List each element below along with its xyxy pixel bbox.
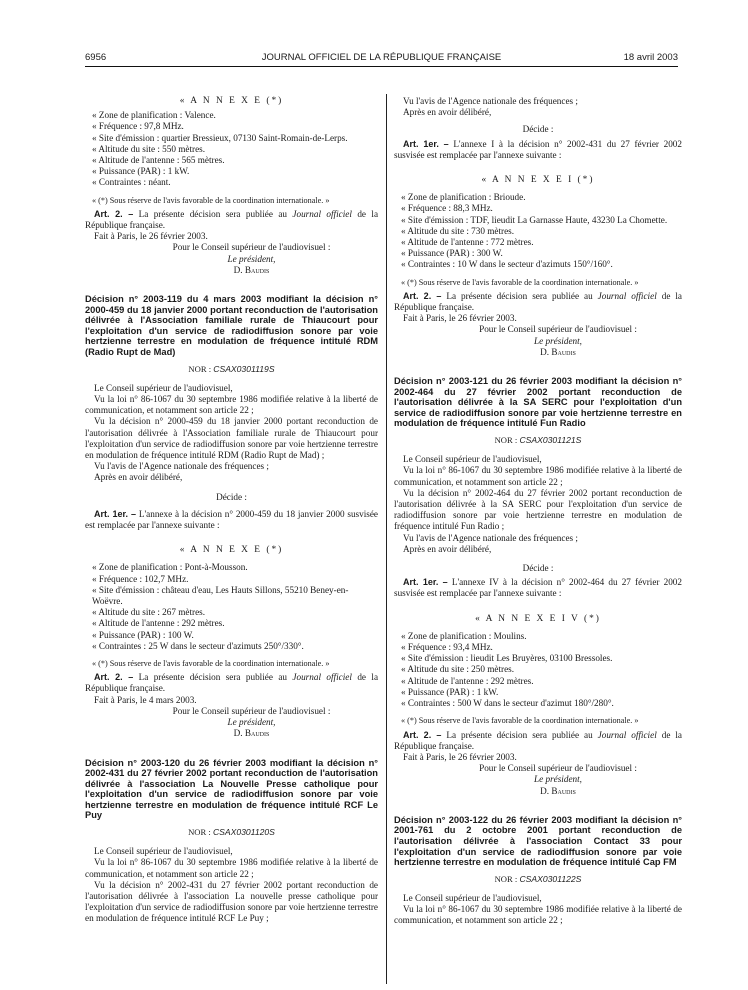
annex-item: « Puissance (PAR) : 1 kW.: [92, 166, 190, 177]
annex-note: « (*) Sous réserve de l'avis favorable de la coordination internationale. »: [401, 277, 639, 287]
nor-reference: NOR : CSAX0301119S: [188, 363, 275, 374]
annex-item: « Contraintes : 500 W dans le secteur d'azimut 180°/280°.: [401, 698, 614, 709]
decision-paragraph: Vu l'avis de l'Agence nationale des fréquences ;: [403, 532, 578, 543]
article-1: Art. 1er. – L'annexe à la décision n° 2000-459 du 18 janvier 2000 susvisée est remplacée par l'annexe suivante :: [85, 508, 378, 531]
annex-note: « (*) Sous réserve de l'avis favorable de la coordination internationale. »: [92, 659, 330, 669]
decision-paragraph: Vu la décision n° 2002-464 du 27 février 2002 portant reconduction de l'autorisation délivrée à la SA SERC pour l'exploitation d'un service de radiodiffusion sonore par voie hertzienne terrestre en modulation de fréquence intitulé Fun Radio ;: [394, 487, 682, 532]
annex-item: « Puissance (PAR) : 100 W.: [92, 629, 194, 640]
signature: D. Baudis: [540, 785, 576, 796]
annex-title: « A N N E X E I (*): [481, 175, 595, 186]
signature: D. Baudis: [233, 728, 270, 739]
decision-title: Décision n° 2003-121 du 26 février 2003 modifiant la décision n° 2002-464 du 27 février 2002 portant reconduction de l'autorisation délivrée à la SA SERC pour l'exploitation d'un service de radiodiffusion sonore par voie hertzienne terrestre en modulation de fréquence intitulé Fun Radio: [394, 376, 682, 429]
decision-title: Décision n° 2003-120 du 26 février 2003 modifiant la décision n° 2002-431 du 27 février 2002 portant reconduction de l'autorisation délivrée à l'association La Nouvelle Presse catholique pour l'exploitation d'un service de radiodiffusion sonore par voie hertzienne terrestre en modulation de fréquence intitulé RCF Le Puy: [85, 757, 378, 821]
annex-note: « (*) Sous réserve de l'avis favorable de la coordination internationale. »: [401, 716, 639, 726]
pour-le-conseil: Pour le Conseil supérieur de l'audiovisuel :: [172, 242, 331, 253]
annex-item: « Fréquence : 88,3 MHz.: [401, 203, 493, 214]
annex-item: « Contraintes : 25 W dans le secteur d'azimuts 250°/330°.: [92, 640, 304, 651]
fait-a-paris: Fait à Paris, le 26 février 2003.: [403, 313, 517, 324]
column-divider: [386, 94, 387, 984]
journal-title: JOURNAL OFFICIEL DE LA RÉPUBLIQUE FRANÇAISE: [261, 52, 502, 63]
annex-item: « Fréquence : 102,7 MHz.: [92, 573, 189, 584]
pour-le-conseil: Pour le Conseil supérieur de l'audiovisuel :: [479, 763, 637, 774]
annex-item: « Zone de planification : Pont-à-Mousson.: [92, 562, 248, 573]
nor-reference: NOR : CSAX0301121S: [494, 435, 582, 446]
fait-a-paris: Fait à Paris, le 26 février 2003.: [94, 231, 208, 242]
article-1: Art. 1er. – L'annexe I à la décision n° 2002-431 du 27 février 2002 susvisée est remplacée par l'annexe suivante :: [394, 138, 682, 160]
decision-paragraph: Vu la décision n° 2002-431 du 27 février 2002 portant reconduction de l'autorisation délivrée à l'association La nouvelle presse catholique pour l'exploitation d'un service de radiodiffusion sonore par voie hertzienne terrestre en modulation de fréquence intitulé RCF Le Puy ;: [85, 879, 378, 924]
annex-note: « (*) Sous réserve de l'avis favorable de la coordination internationale. »: [92, 195, 330, 205]
annex-item: « Site d'émission : quartier Bressieux, 07130 Saint-Romain-de-Lerps.: [92, 132, 348, 143]
president-label: Le président,: [534, 774, 582, 785]
decision-paragraph: Le Conseil supérieur de l'audiovisuel,: [403, 892, 542, 903]
decision-title: Décision n° 2003-119 du 4 mars 2003 modifiant la décision n° 2000-459 du 18 janvier 2000 portant reconduction de l'autorisation délivrée à l'Association familiale rurale de Thiaucourt pour l'exploitation d'un service de radiodiffusion sonore par voie hertzienne terrestre en modulation de fréquence intitulé RDM (Radio Rupt de Mad): [85, 294, 378, 358]
annex-item: « Contraintes : néant.: [92, 177, 171, 188]
annex-item: « Altitude de l'antenne : 292 mètres.: [92, 618, 225, 629]
decide-label: Décide :: [522, 563, 554, 574]
annex-item: « Altitude du site : 250 mètres.: [401, 664, 515, 675]
decision-paragraph: Vu l'avis de l'Agence nationale des fréquences ;: [94, 461, 269, 472]
annex-item: « Altitude de l'antenne : 565 mètres.: [92, 155, 225, 166]
pour-le-conseil: Pour le Conseil supérieur de l'audiovisuel :: [479, 324, 637, 335]
annex-item: « Altitude de l'antenne : 772 mètres.: [401, 237, 534, 248]
annex-item: « Puissance (PAR) : 300 W.: [401, 248, 503, 259]
signature: D. Baudis: [233, 264, 270, 275]
article-label: Art. 2. –: [94, 208, 134, 219]
annex-title: « A N N E X E (*): [179, 96, 284, 106]
decide-label: Décide :: [216, 491, 247, 502]
signature: D. Baudis: [540, 346, 576, 357]
fait-a-paris: Fait à Paris, le 26 février 2003.: [403, 751, 517, 762]
decide-label: Décide :: [522, 124, 554, 135]
issue-date: 18 avril 2003: [623, 52, 678, 63]
decision-paragraph: Après en avoir délibéré,: [403, 107, 492, 118]
decision-paragraph: Le Conseil supérieur de l'audiovisuel,: [94, 846, 233, 857]
article-2: Art. 2. – La présente décision sera publiée au Journal officiel de la République française.: [85, 672, 379, 694]
nor-reference: NOR : CSAX0301120S: [188, 827, 275, 838]
decision-paragraph: Vu la loi n° 86-1067 du 30 septembre 1986 modifiée relative à la liberté de communication, et notamment son article 22 ;: [394, 465, 682, 487]
pour-le-conseil: Pour le Conseil supérieur de l'audiovisuel :: [172, 705, 331, 716]
annex-item: « Site d'émission : lieudit Les Bruyères, 03100 Bressoles.: [401, 653, 613, 664]
decision-paragraph: Le Conseil supérieur de l'audiovisuel,: [403, 454, 542, 465]
annex-item: « Puissance (PAR) : 1 kW.: [401, 686, 499, 697]
nor-reference: NOR : CSAX0301122S: [494, 873, 582, 884]
annex-item: « Altitude du site : 267 mètres.: [92, 607, 206, 618]
annex-item: « Zone de planification : Brioude.: [401, 192, 526, 203]
president-label: Le président,: [227, 717, 276, 728]
president-label: Le président,: [534, 335, 582, 346]
article-2: Art. 2. – La présente décision sera publiée au Journal officiel de la République française.: [394, 729, 683, 751]
annex-title: « A N N E X E (*): [179, 545, 284, 556]
header-rule: [85, 66, 678, 67]
annex-item: « Contraintes : 10 W dans le secteur d'azimuts 150°/160°.: [401, 259, 613, 270]
decision-paragraph: Après en avoir délibéré,: [403, 543, 492, 554]
annex-item: « Zone de planification : Moulins.: [401, 630, 527, 641]
annex-item: « Fréquence : 97,8 MHz.: [92, 121, 184, 132]
fait-a-paris: Fait à Paris, le 4 mars 2003.: [94, 694, 197, 705]
article-2: Art. 2. – La présente décision sera publiée au Journal officiel de la République française.: [394, 290, 683, 313]
annex-item: « Altitude de l'antenne : 292 mètres.: [401, 675, 534, 686]
president-label: Le président,: [227, 253, 276, 264]
annex-item: « Site d'émission : château d'eau, Les Hauts Sillons, 55210 Beney-en-Woëvre.: [92, 584, 349, 607]
decision-paragraph: Vu la décision n° 2000-459 du 18 janvier 2000 portant reconduction de l'autorisation délivrée à l'Association familiale rurale de Thiaucourt pour l'exploitation d'un service de radiodiffusion sonore par voie hertzienne terrestre en modulation de fréquence intitulé RDM (Radio Rupt de Mad) ;: [85, 416, 378, 461]
annex-item: « Fréquence : 93,4 MHz.: [401, 642, 493, 653]
left-column: [85, 96, 378, 925]
right-column: [394, 96, 682, 927]
decision-paragraph: Vu la loi n° 86-1067 du 30 septembre 1986 modifiée relative à la liberté de communication, et notamment son article 22 ;: [394, 904, 682, 926]
annex-title: « A N N E X E I V (*): [475, 613, 601, 624]
decision-paragraph: Vu la loi n° 86-1067 du 30 septembre 1986 modifiée relative à la liberté de communication, et notamment son article 22 ;: [85, 394, 378, 416]
page-header: [85, 52, 678, 66]
decision-paragraph: Après en avoir délibéré,: [94, 472, 183, 483]
page-number: 6956: [85, 52, 107, 63]
decision-paragraph: Le Conseil supérieur de l'audiovisuel,: [94, 382, 233, 393]
annex-item: « Site d'émission : TDF, lieudit La Garnasse Haute, 43230 La Chomette.: [401, 214, 668, 225]
article-2: Art. 2. – La présente décision sera publiée au Journal officiel de la République française.: [85, 208, 379, 231]
annex-item: « Altitude du site : 730 mètres.: [401, 225, 515, 236]
annex-item: « Zone de planification : Valence.: [92, 110, 216, 121]
decision-paragraph: Vu l'avis de l'Agence nationale des fréquences ;: [403, 96, 578, 106]
decision-paragraph: Vu la loi n° 86-1067 du 30 septembre 1986 modifiée relative à la liberté de communication, et notamment son article 22 ;: [85, 857, 378, 879]
article-1: Art. 1er. – L'annexe IV à la décision n° 2002-464 du 27 février 2002 susvisée est remplacée par l'annexe suivante :: [394, 577, 682, 599]
annex-item: « Altitude du site : 550 mètres.: [92, 143, 206, 154]
decision-title: Décision n° 2003-122 du 26 février 2003 modifiant la décision n° 2001-761 du 2 octobre 2001 portant reconduction de l'autorisation délivrée à l'association Contact 33 pour l'exploitation d'un service de radiodiffusion sonore par voie hertzienne terrestre en modulation de fréquence intitulé Cap FM: [394, 814, 682, 868]
